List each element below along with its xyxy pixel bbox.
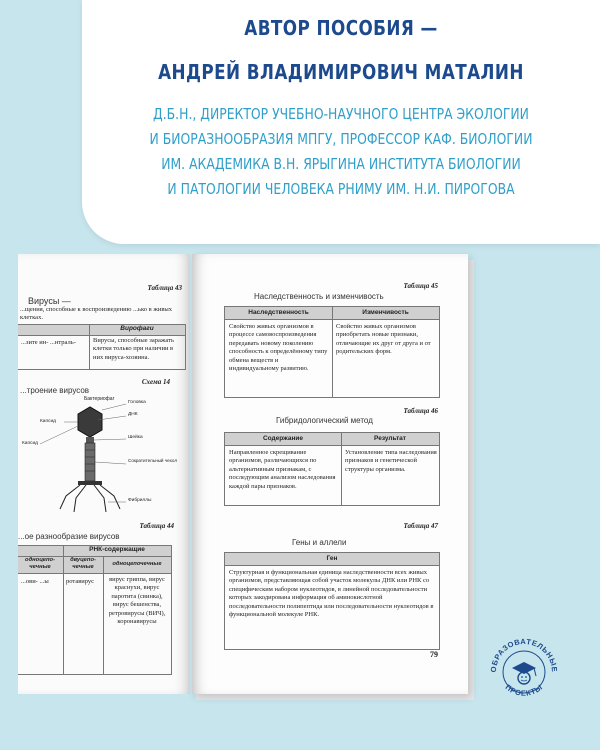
credentials-line: И ПАТОЛОГИИ ЧЕЛОВЕКА РНИМУ ИМ. Н.И. ПИРОГОВА [167, 180, 515, 198]
author-name: АНДРЕЙ ВЛАДИМИРОВИЧ МАТАЛИН [158, 60, 524, 84]
genes-table [224, 552, 440, 650]
base-plate [78, 481, 102, 485]
label-bacteriophage: Бактериофаг [84, 396, 115, 402]
table-divider [63, 546, 64, 674]
left-page [18, 254, 190, 694]
label-fibrils: Фибриллы [128, 498, 152, 503]
viroforms-table [18, 324, 186, 370]
hybrid-title: Гибридологический метод [276, 416, 373, 425]
table-divider [332, 307, 333, 397]
cell-single: вирус гриппа, вирус краснухи, вирус паротита (свинка), вирус бешенства, ретровирусы (ВИЧ), коронавирусы [108, 576, 166, 626]
col-single: одноцепочечные [103, 557, 171, 574]
table-45-label: Таблица 45 [403, 282, 438, 290]
label-capsid-2: Капсид [22, 441, 38, 446]
credentials-line: ИМ. АКАДЕМИКА В.Н. ЯРЫГИНА ИНСТИТУТА БИОЛОГИИ [161, 155, 521, 173]
viroforms-header: Вирофаги [89, 325, 185, 336]
left-fragment: ...зите ин- ...нтраль- [21, 339, 76, 346]
col-double: двуцепо-чечные [63, 557, 103, 574]
author-card [82, 0, 600, 244]
fibril [74, 485, 86, 512]
logo-text-bottom: ПРОЕКТЫ [503, 682, 545, 698]
viruses-title: Вирусы — [28, 296, 71, 306]
table-44-label: Таблица 44 [139, 522, 174, 530]
table-divider [89, 325, 90, 369]
table-divider [341, 433, 342, 505]
neck [86, 437, 94, 443]
scheme-14-label: Схема 14 [141, 378, 170, 386]
col-content: Содержание [225, 433, 341, 446]
capsid-head [78, 407, 102, 437]
viruses-text: ...щения, способные к воспроизведению ...ько в живых клетках. [20, 306, 173, 322]
rna-header: РНК-содержащие [63, 546, 171, 557]
open-book [0, 252, 480, 702]
cell-rota: ротавирус [66, 578, 95, 585]
right-page [192, 254, 468, 694]
label-neck: Шейка [128, 435, 143, 440]
diversity-table [18, 545, 172, 675]
author-credentials [134, 102, 548, 202]
sheath [85, 443, 95, 481]
cell-left: ...ови- ...ы [21, 578, 49, 585]
label-dna: ДНК [128, 412, 138, 417]
credentials-line: И БИОРАЗНООБРАЗИЯ МПГУ, ПРОФЕССОР КАФ. БИОЛОГИИ [149, 130, 533, 148]
label-capsid: Капсид [40, 419, 56, 424]
dna-header [18, 546, 63, 557]
content-text: Направленное скрещивание организмов, различающихся по альтернативным признакам, с последующим анализом наследования каждой пары признаков. [229, 449, 336, 490]
hybrid-table [224, 432, 440, 506]
logo-text-top: ОБРАЗОВАТЕЛЬНЫЕ [488, 636, 560, 673]
label-sheath: Сократительный чехол [128, 458, 177, 463]
viroforms-text: Вирусы, способные заражать клетки только при наличии в них вируса-хозяина. [93, 337, 174, 361]
table-divider [103, 557, 104, 674]
variability-text: Свойство живых организмов приобретать новые признаки, отличающие их друг от друга и от родительских форм. [336, 323, 431, 356]
diversity-title: ...ое разнообразие вирусов [18, 532, 120, 541]
gene-text: Структурная и функциональная единица наследственности всех живых организмов, представляющая собой участок молекулы ДНК или РНК со специфическим набором нуклеотидов, в линейной последовательности которых закодирована информация об аминокислотной последовательности полипептида или последовательности нуклеотидов в функциональной молекуле РНК. [229, 569, 434, 619]
table-46-label: Таблица 46 [403, 407, 438, 415]
credentials-line: Д.Б.Н., ДИРЕКТОР УЧЕБНО-НАУЧНОГО ЦЕНТРА ЭКОЛОГИИ [153, 105, 529, 123]
genes-title: Гены и аллели [292, 538, 347, 547]
viroforms-left-header [18, 325, 89, 336]
logo-badge-icon [484, 630, 564, 710]
col-heredity: Наследственность [225, 307, 332, 320]
col-left: одноцепо-чечные [18, 557, 63, 574]
col-variability: Изменчивость [332, 307, 439, 320]
col-result: Результат [341, 433, 439, 446]
publisher-logo [484, 630, 564, 710]
page-number: 79 [430, 650, 438, 659]
structure-title: ...троение вирусов [20, 386, 90, 395]
result-text: Установление типа наследования признаков и генетической структуры организма. [345, 449, 437, 473]
author-label: АВТОР ПОСОБИЯ — [244, 16, 438, 40]
fibril [94, 485, 106, 512]
heredity-text: Свойство живых организмов в процессе самовоспроизведения передавать новому поколению способность к определённому типу обмена веществ и индивидуальному развитию. [229, 323, 328, 373]
col-gene: Ген [225, 553, 439, 566]
table-43-label: Таблица 43 [147, 284, 182, 292]
heredity-title: Наследственность и изменчивость [254, 292, 384, 301]
label-head: Головка [128, 400, 146, 405]
table-47-label: Таблица 47 [403, 522, 438, 530]
bacteriophage-diagram [18, 394, 190, 514]
heredity-table [224, 306, 440, 398]
